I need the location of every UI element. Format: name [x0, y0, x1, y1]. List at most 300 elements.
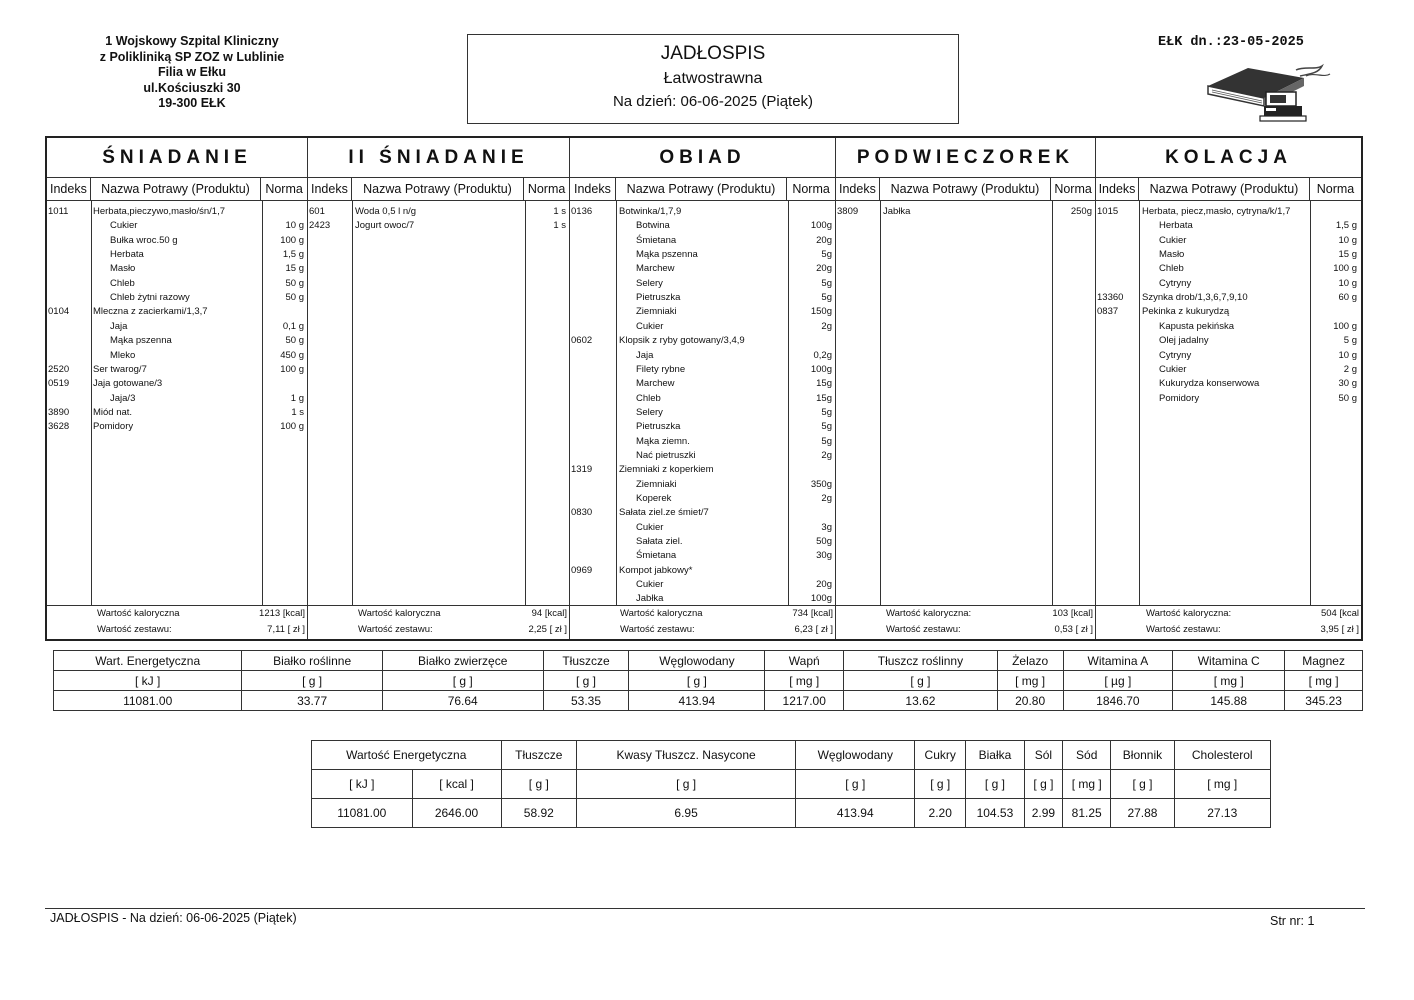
- ingredient-name: Jaja: [110, 320, 128, 332]
- column-header-row: [836, 178, 1095, 201]
- dish-row: [1096, 305, 1361, 319]
- nutrient-name: Tłuszcz roślinny: [844, 651, 998, 671]
- calories-label: Wartość kaloryczna: [358, 608, 441, 619]
- column-header-name: Nazwa Potrawy (Produktu): [1139, 178, 1310, 200]
- dish-norm: 15 g: [1338, 249, 1357, 261]
- dish-row: [47, 320, 307, 334]
- section-1: [47, 138, 308, 639]
- column-header-idx: Indeks: [570, 178, 616, 200]
- document-title-box: [467, 34, 959, 124]
- ingredient-name: Pietruszka: [636, 421, 681, 433]
- calories-label: Wartość kaloryczna:: [886, 608, 972, 619]
- dish-row: [1096, 320, 1361, 334]
- dish-norm: 100 g: [1333, 320, 1357, 332]
- nutrient-name: Błonnik: [1111, 741, 1174, 770]
- dish-row: [570, 205, 835, 219]
- dish-norm: 350g: [810, 478, 832, 490]
- dish-row: [47, 234, 307, 248]
- column-header-name: Nazwa Potrawy (Produktu): [352, 178, 524, 200]
- dish-row: [47, 349, 307, 363]
- nutrient-unit: [ g ]: [382, 671, 543, 691]
- dish-row: [47, 392, 307, 406]
- nutrient-unit: [ g ]: [844, 671, 998, 691]
- nutrient-name: Wapń: [765, 651, 844, 671]
- dish-row: [570, 521, 835, 535]
- nutrition-table-2: [311, 740, 1271, 828]
- nutrient-value: 145.88: [1173, 691, 1285, 711]
- ingredient-name: Jaja: [636, 349, 654, 361]
- nutrient-value: 58.92: [501, 799, 577, 828]
- nutrient-name: Wart. Energetyczna: [54, 651, 242, 671]
- menu-day: Na dzień: 06-06-2025 (Piątek): [612, 93, 814, 110]
- ingredient-name: Koperek: [636, 493, 672, 504]
- ingredient-name: Kapusta pekińska: [1159, 320, 1234, 332]
- nutrient-unit: [ kJ ]: [54, 671, 242, 691]
- nutrient-value: 2.20: [915, 799, 966, 828]
- dish-row: [47, 305, 307, 319]
- column-header-idx: Indeks: [308, 178, 352, 200]
- dish-name: Pomidory: [93, 421, 134, 433]
- section-title: II ŚNIADANIE: [308, 138, 569, 178]
- dish-row: [47, 262, 307, 276]
- dish-row: [570, 420, 835, 434]
- dish-norm: 10 g: [285, 220, 304, 232]
- nutrient-name: Sód: [1062, 741, 1110, 770]
- section-2: [308, 138, 570, 639]
- nutrient-name: Tłuszcze: [543, 651, 629, 671]
- column-header-row: [308, 178, 569, 201]
- dish-index: 3809: [837, 206, 859, 217]
- nutrient-value: 1217.00: [765, 691, 844, 711]
- nutrient-name: Witamina C: [1173, 651, 1285, 671]
- dish-norm: 5g: [821, 435, 832, 447]
- nutrient-value: 27.88: [1111, 799, 1174, 828]
- dish-index: 0104: [48, 306, 70, 318]
- column-header-row: [47, 178, 307, 201]
- calories-value: 504 [kcal: [1320, 608, 1359, 619]
- dish-name: Pekinka z kukurydzą: [1142, 306, 1230, 318]
- hospital-branch: Filia w Ełku: [157, 65, 227, 79]
- ingredient-name: Cukier: [1159, 363, 1187, 375]
- dish-index: 2520: [48, 363, 70, 375]
- dish-norm: 1 g: [290, 392, 304, 404]
- nutrient-name: Tłuszcze: [501, 741, 577, 770]
- dish-row: [47, 406, 307, 420]
- dish-norm: 150g: [810, 306, 832, 318]
- dish-row: [570, 564, 835, 578]
- calories-value: 734 [kcal]: [792, 608, 833, 619]
- column-divider: [1052, 201, 1053, 605]
- dish-name: Mleczna z zacierkami/1,3,7: [93, 306, 208, 318]
- dish-norm: 2g: [821, 493, 832, 504]
- dish-norm: 15g: [816, 392, 832, 404]
- dish-norm: 0,2g: [813, 349, 832, 361]
- section-summary: [570, 605, 835, 640]
- ingredient-name: Sałata ziel.: [636, 536, 683, 548]
- dish-row: [47, 248, 307, 262]
- nutrient-name: Sól: [1024, 741, 1062, 770]
- column-divider: [525, 201, 526, 605]
- dish-norm: 50 g: [285, 292, 304, 304]
- dish-norm: 10 g: [1338, 277, 1357, 289]
- dish-row: [570, 277, 835, 291]
- column-divider: [352, 201, 353, 605]
- dish-norm: 1,5 g: [282, 249, 304, 261]
- ingredient-name: Chleb: [110, 277, 135, 289]
- column-header-name: Nazwa Potrawy (Produktu): [91, 178, 261, 200]
- dish-norm: 100g: [810, 363, 832, 375]
- nutrient-unit: [ mg ]: [1285, 671, 1363, 691]
- dish-index: 1011: [48, 206, 69, 217]
- dish-norm: 1 s: [553, 220, 566, 232]
- nutrient-unit: [ mg ]: [1062, 770, 1110, 799]
- nutrient-name: Żelazo: [997, 651, 1063, 671]
- nutrient-name: Węglowodany: [796, 741, 915, 770]
- set-cost-value: 6,23 [ zł ]: [794, 624, 833, 635]
- ingredient-name: Cukier: [636, 521, 664, 533]
- section-rows: [836, 201, 1095, 605]
- dish-norm: 100 g: [1333, 263, 1357, 275]
- section-rows: [1096, 201, 1361, 605]
- dish-row: [47, 277, 307, 291]
- dish-norm: 20g: [816, 263, 832, 275]
- dish-name: Kompot jabkowy*: [619, 564, 693, 576]
- dish-name: Herbata,pieczywo,masło/śn/1,7: [93, 206, 226, 217]
- dish-row: [1096, 291, 1361, 305]
- set-cost-label: Wartość zestawu:: [886, 624, 961, 635]
- set-cost-label: Wartość zestawu:: [358, 624, 433, 635]
- nutrient-name: Magnez: [1285, 651, 1363, 671]
- column-header-idx: Indeks: [836, 178, 880, 200]
- ingredient-name: Olej jadalny: [1159, 335, 1209, 347]
- dish-norm: 100g: [810, 593, 832, 605]
- dish-norm: 15 g: [285, 263, 304, 275]
- nutrient-value: 11081.00: [312, 799, 413, 828]
- nutrient-value: 27.13: [1174, 799, 1271, 828]
- dish-row: [47, 363, 307, 377]
- set-cost-value: 3,95 [ zł ]: [1320, 624, 1359, 635]
- nutrition-table-1: [53, 650, 1363, 711]
- dish-name: Sałata ziel.ze śmiet/7: [619, 507, 709, 519]
- issue-date: EŁK dn.:23-05-2025: [1158, 35, 1304, 50]
- nutrient-unit: [ µg ]: [1063, 671, 1173, 691]
- nutrient-value: 2.99: [1024, 799, 1062, 828]
- section-title: ŚNIADANIE: [47, 138, 307, 178]
- dish-row: [1096, 277, 1361, 291]
- nutrient-value: 81.25: [1062, 799, 1110, 828]
- dish-name: Herbata, piecz,masło, cytryna/k/1,7: [1142, 206, 1291, 217]
- ingredient-name: Jaja/3: [110, 392, 136, 404]
- nutrient-value: 6.95: [577, 799, 796, 828]
- nutrient-name: Węglowodany: [629, 651, 765, 671]
- dish-name: Jaja gotowane/3: [93, 378, 163, 390]
- section-rows: [570, 201, 835, 605]
- section-summary: [1096, 605, 1361, 640]
- set-cost-value: 7,11 [ zł ]: [267, 624, 305, 635]
- dish-index: 2423: [309, 220, 331, 232]
- section-title: OBIAD: [570, 138, 835, 178]
- section-rows: [308, 201, 569, 605]
- set-cost-value: 2,25 [ zł ]: [528, 624, 567, 635]
- dish-row: [47, 205, 307, 219]
- dish-norm: 50 g: [285, 277, 304, 289]
- ingredient-name: Śmietana: [636, 550, 677, 562]
- dish-norm: 5g: [821, 277, 832, 289]
- ingredient-name: Selery: [636, 406, 663, 418]
- hospital-parent: z Polikliniką SP ZOZ w Lublinie: [99, 49, 285, 64]
- nutrient-unit: [ g ]: [242, 671, 383, 691]
- dish-row: [570, 463, 835, 477]
- column-header-norm: Norma: [1054, 182, 1092, 196]
- nutrient-value: 53.35: [543, 691, 629, 711]
- section-rows: [47, 201, 307, 605]
- nutrient-unit: [ g ]: [629, 671, 765, 691]
- set-cost-label: Wartość zestawu:: [97, 624, 172, 635]
- dish-norm: 1 s: [553, 206, 566, 217]
- nutrient-name: Cukry: [915, 741, 966, 770]
- dish-index: 0837: [1097, 306, 1119, 318]
- dish-norm: 100 g: [280, 421, 304, 433]
- menu-table: [45, 136, 1363, 641]
- ingredient-name: Herbata: [110, 249, 144, 261]
- hospital-city: 19-300 EŁK: [158, 96, 226, 110]
- column-header-norm: Norma: [527, 182, 566, 196]
- set-cost-label: Wartość zestawu:: [1146, 624, 1221, 635]
- dish-row: [570, 219, 835, 233]
- dish-norm: 20g: [816, 579, 832, 591]
- dish-norm: 30 g: [1338, 378, 1357, 390]
- nutrient-unit: [ mg ]: [1173, 671, 1285, 691]
- nutrient-value: 104.53: [965, 799, 1024, 828]
- dish-row: [1096, 363, 1361, 377]
- dish-name: Jogurt owoc/7: [355, 220, 415, 232]
- nutrient-unit: [ kJ ]: [312, 770, 413, 799]
- nutrient-value: 345.23: [1285, 691, 1363, 711]
- ingredient-name: Cytryny: [1159, 277, 1192, 289]
- dish-norm: 5g: [821, 249, 832, 261]
- dish-norm: 250g: [1070, 206, 1092, 217]
- hospital-street: ul.Kościuszki 30: [143, 80, 241, 95]
- dish-norm: 1,5 g: [1335, 220, 1357, 232]
- dish-row: [1096, 205, 1361, 219]
- dish-row: [570, 549, 835, 563]
- ingredient-name: Chleb: [636, 392, 661, 404]
- ingredient-name: Kukurydza konserwowa: [1159, 378, 1260, 390]
- section-title: PODWIECZOREK: [836, 138, 1095, 178]
- dish-row: [570, 363, 835, 377]
- dish-row: [47, 420, 307, 434]
- dish-row: [570, 435, 835, 449]
- dish-norm: 5g: [821, 406, 832, 418]
- ingredient-name: Selery: [636, 277, 663, 289]
- ingredient-name: Cukier: [636, 579, 664, 591]
- dish-row: [308, 205, 569, 219]
- dish-row: [570, 377, 835, 391]
- ingredient-name: Ziemniaki: [636, 306, 677, 318]
- section-title: KOLACJA: [1096, 138, 1361, 178]
- dish-row: [570, 535, 835, 549]
- ingredient-name: Marchew: [636, 378, 675, 390]
- nutrient-name: Cholesterol: [1174, 741, 1271, 770]
- dish-row: [308, 219, 569, 233]
- dish-row: [1096, 219, 1361, 233]
- dish-row: [570, 262, 835, 276]
- dish-index: 0969: [571, 564, 593, 576]
- dish-norm: 450 g: [280, 349, 304, 361]
- dish-row: [1096, 392, 1361, 406]
- dish-row: [570, 320, 835, 334]
- dish-norm: 2g: [821, 449, 832, 461]
- dish-row: [570, 392, 835, 406]
- dish-norm: 5 g: [1343, 335, 1357, 347]
- section-summary: [836, 605, 1095, 640]
- dish-row: [1096, 334, 1361, 348]
- dish-row: [570, 578, 835, 592]
- ingredient-name: Mąka pszenna: [110, 335, 172, 347]
- nutrient-name: Kwasy Tłuszcz. Nasycone: [577, 741, 796, 770]
- dish-norm: 100g: [810, 220, 832, 232]
- ingredient-name: Cytryny: [1159, 349, 1192, 361]
- ingredient-name: Pomidory: [1159, 392, 1200, 404]
- set-cost-value: 0,53 [ zł ]: [1054, 624, 1093, 635]
- footer-title: JADŁOSPIS - Na dzień: 06-06-2025 (Piątek): [50, 911, 297, 925]
- column-header-norm: Norma: [265, 182, 303, 196]
- nutrient-value: 1846.70: [1063, 691, 1173, 711]
- ingredient-name: Jabłka: [636, 593, 664, 605]
- dish-row: [836, 205, 1095, 219]
- dish-norm: 50 g: [285, 335, 304, 347]
- dish-norm: 2 g: [1343, 363, 1357, 375]
- ingredient-name: Filety rybne: [636, 363, 686, 375]
- dish-name: Miód nat.: [93, 406, 133, 418]
- calories-value: 94 [kcal]: [531, 608, 567, 619]
- calories-label: Wartość kaloryczna: [620, 608, 703, 619]
- nutrient-unit: [ mg ]: [997, 671, 1063, 691]
- hospital-name: 1 Wojskowy Szpital Kliniczny: [105, 34, 279, 48]
- document-title: JADŁOSPIS: [660, 43, 766, 64]
- dish-row: [570, 478, 835, 492]
- ingredient-name: Botwina: [636, 220, 670, 232]
- column-header-norm: Norma: [792, 182, 830, 196]
- dish-row: [570, 506, 835, 520]
- dish-name: Klopsik z ryby gotowany/3,4,9: [619, 335, 745, 347]
- nutrient-unit: [ g ]: [1111, 770, 1174, 799]
- ingredient-name: Bułka wroc.50 g: [110, 234, 178, 246]
- dish-index: 0602: [571, 335, 593, 347]
- dish-name: Woda 0,5 l n/g: [355, 206, 417, 217]
- dish-name: Ziemniaki z koperkiem: [619, 464, 714, 476]
- page-number: Str nr: 1: [1270, 914, 1315, 928]
- nutrient-value: 33.77: [242, 691, 383, 711]
- ingredient-name: Nać pietruszki: [636, 449, 696, 461]
- ingredient-name: Mleko: [110, 349, 136, 361]
- nutrient-unit: [ g ]: [577, 770, 796, 799]
- section-4: [836, 138, 1096, 639]
- nutrient-value: 76.64: [382, 691, 543, 711]
- dish-name: Szynka drob/1,3,6,7,9,10: [1142, 292, 1248, 304]
- dish-row: [1096, 234, 1361, 248]
- ingredient-name: Pietruszka: [636, 292, 681, 304]
- dish-row: [570, 349, 835, 363]
- column-header-name: Nazwa Potrawy (Produktu): [880, 178, 1051, 200]
- nutrient-name: Witamina A: [1063, 651, 1173, 671]
- dish-norm: 2g: [821, 320, 832, 332]
- column-header-row: [1096, 178, 1361, 201]
- dish-row: [570, 492, 835, 506]
- dish-index: 13360: [1097, 292, 1124, 304]
- footer-divider: [45, 908, 1365, 909]
- dish-index: 1319: [571, 464, 593, 476]
- ingredient-name: Mąka ziemn.: [636, 435, 690, 447]
- dish-index: 0136: [571, 206, 593, 217]
- dish-index: 1015: [1097, 206, 1119, 217]
- nutrient-name: Białko zwierzęce: [382, 651, 543, 671]
- nutrient-value: 2646.00: [412, 799, 501, 828]
- dish-norm: 5g: [821, 421, 832, 433]
- dish-row: [47, 219, 307, 233]
- dish-norm: 10 g: [1338, 349, 1357, 361]
- ingredient-name: Cukier: [110, 220, 138, 232]
- energy-header: Wartość Energetyczna: [312, 741, 502, 770]
- column-header-idx: Indeks: [47, 178, 91, 200]
- dish-norm: 50g: [816, 536, 832, 548]
- nutrient-value: 413.94: [796, 799, 915, 828]
- dish-index: 601: [309, 206, 325, 217]
- dish-norm: 0,1 g: [282, 320, 304, 332]
- nutrient-unit: [ mg ]: [1174, 770, 1271, 799]
- nutrient-unit: [ mg ]: [765, 671, 844, 691]
- dish-norm: 10 g: [1338, 234, 1357, 246]
- dish-norm: 100 g: [280, 363, 304, 375]
- calories-value: 103 [kcal]: [1052, 608, 1093, 619]
- diet-name: Łatwostrawna: [663, 70, 763, 87]
- hospital-address: [70, 34, 314, 112]
- section-3: [570, 138, 836, 639]
- nutrient-value: 20.80: [997, 691, 1063, 711]
- ingredient-name: Śmietana: [636, 234, 677, 246]
- dish-norm: 3g: [821, 521, 832, 533]
- ingredient-name: Chleb żytni razowy: [110, 292, 190, 304]
- dish-row: [1096, 349, 1361, 363]
- dish-row: [570, 406, 835, 420]
- dish-row: [47, 377, 307, 391]
- nutrient-value: 11081.00: [54, 691, 242, 711]
- dish-row: [570, 334, 835, 348]
- column-divider: [880, 201, 881, 605]
- section-summary: [47, 605, 307, 640]
- ingredient-name: Ziemniaki: [636, 478, 677, 490]
- dish-norm: 60 g: [1338, 292, 1357, 304]
- dish-row: [570, 234, 835, 248]
- nutrient-unit: [ g ]: [915, 770, 966, 799]
- nutrient-unit: [ g ]: [796, 770, 915, 799]
- dish-name: Jabłka: [883, 206, 911, 217]
- books-and-computer-logo-icon: [1204, 62, 1334, 129]
- nutrient-unit: [ kcal ]: [412, 770, 501, 799]
- nutrient-unit: [ g ]: [501, 770, 577, 799]
- nutrient-name: Białko roślinne: [242, 651, 383, 671]
- ingredient-name: Chleb: [1159, 263, 1184, 275]
- set-cost-label: Wartość zestawu:: [620, 624, 695, 635]
- nutrient-value: 13.62: [844, 691, 998, 711]
- column-header-idx: Indeks: [1096, 178, 1139, 200]
- dish-row: [570, 305, 835, 319]
- calories-label: Wartość kaloryczna: [97, 608, 180, 619]
- section-5: [1096, 138, 1361, 639]
- dish-row: [1096, 248, 1361, 262]
- nutrient-name: Białka: [965, 741, 1024, 770]
- dish-row: [570, 248, 835, 262]
